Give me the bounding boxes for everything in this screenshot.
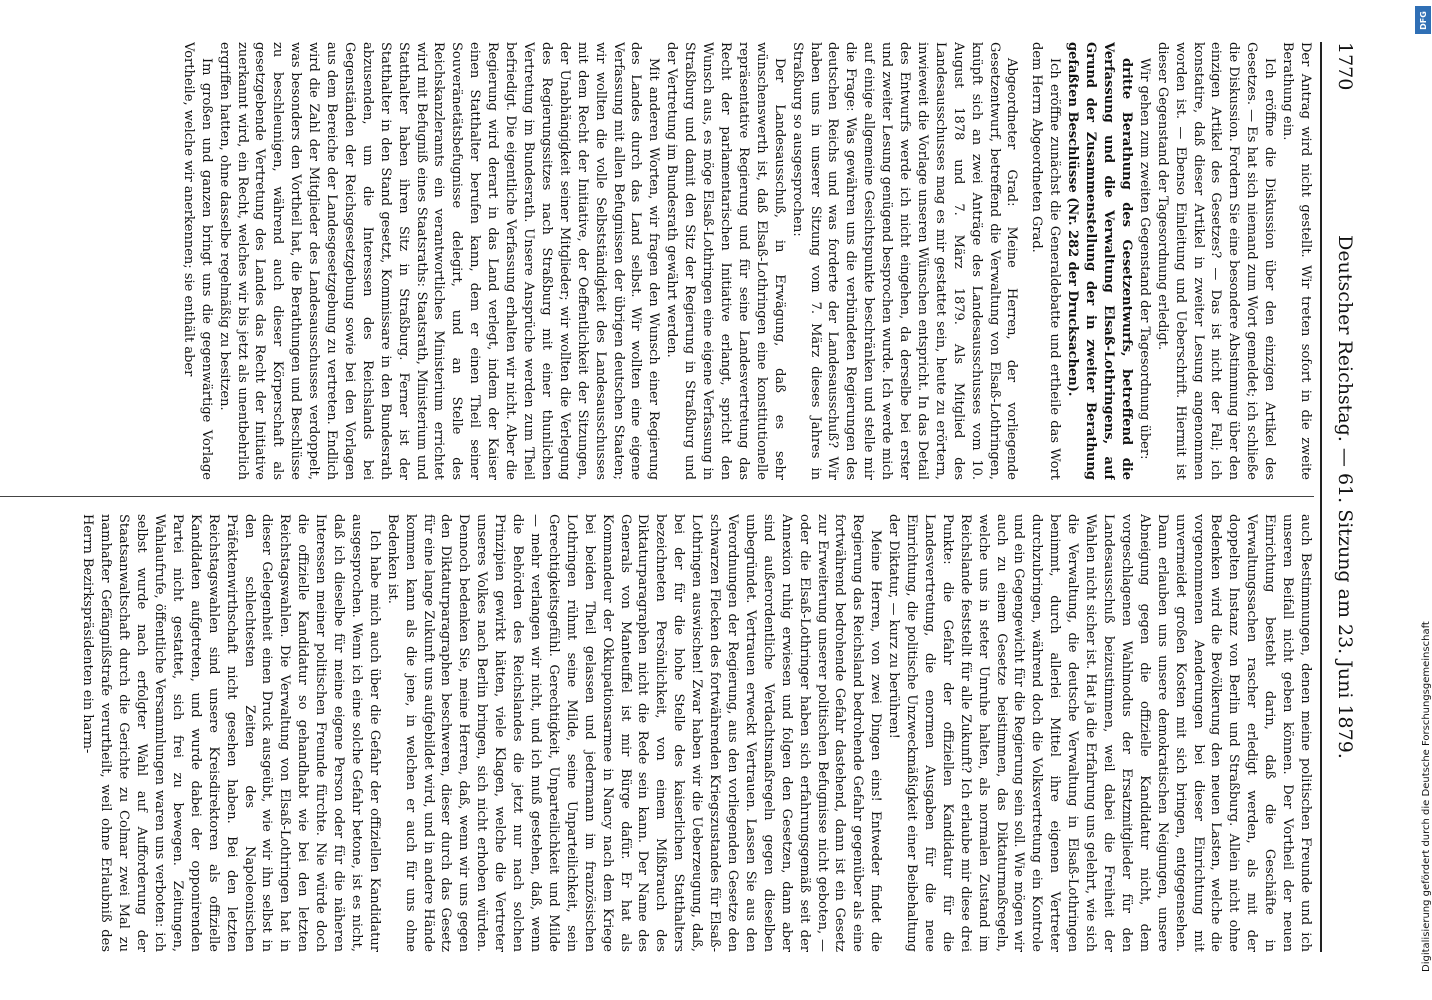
agenda-item-heading: dritte Berathung des Gesetzentwurfs, betreffend die Verfassung und die Verwaltung Elsaß-Lothringens, auf Grund der Zusammenstellung der in zweiter Berathung gefaßten Beschlüsse (Nr. 282 der Drucksachen). <box>1065 42 1134 480</box>
digitization-note-text: Digitalisierung gefördert durch die Deutsche Forschungsgemeinschaft <box>1421 621 1432 972</box>
paragraph: Ich eröffne zunächst die Generaldebatte und ertheile das Wort dem Herrn Abgeordneten Grad. <box>1029 42 1063 480</box>
digitization-note <box>1418 12 1432 1000</box>
document-page <box>0 42 1362 952</box>
page-number: 1770 <box>1334 42 1356 91</box>
right-text-column <box>0 514 1314 952</box>
page-header <box>1318 42 1362 952</box>
column-divider <box>0 496 1314 497</box>
paragraph: Ich habe mich auch über die Gefahr der offiziellen Kandidatur ausgesprochen. Wenn ich eine solche Gefahr betone, ist es nicht, daß ich dieselbe für meine eigene Person oder für die näheren Interessen meiner politischen Freunde fürchte. Nie würde doch die offizielle Kandidatur so gehandhabt wie bei den letzten Reichstagswahlen. Die Verwaltung von Elsaß-Lothringen hat in dieser Gelegenheit einen Druck ausgeübt, wie wir ihn selbst in den schlechtesten Zeiten des Napoleonischen Präfektenwirthschaft nicht gesehen haben. Bei den letzten Reichstagswahlen sind unsere Kreisdirektoren als offizielle Kandidaten aufgetreten, und wurde dabei der opponirenden Partei nicht gestattet, sich frei zu bewegen. Zeitungen, Wahlaufrufe, öffentliche Versammlungen waren uns verboten: ich selbst wurde nach erfolgter Wahl auf Aufforderung der Staatsanwaltschaft durch die Gerichte zu Colmar zwei Mal zu namhafter Gefängnißstrafe verurtheilt, weil ohne Erlaubniß des Herrn Bezirkspräsidenten ein harm- <box>80 514 382 952</box>
paragraph: Ich eröffne die Diskussion über den einzigen Artikel des Gesetzes. — Es hat sich niemand zum Wort gemeldet; ich schließe die Diskussion. Fordern Sie eine besondere Abstimmung über den einzigen Artikel des Gesetzes? — Das ist nicht der Fall; ich konstatire, daß dieser Artikel in zweiter Lesung angenommen worden ist. — Ebenso Einleitung und Ueberschrift. Hiermit ist dieser Gegenstand der Tagesordnung erledigt. <box>1154 42 1278 480</box>
paragraph: Wir gehen zum zweiten Gegenstand der Tagesordnung über: <box>1136 58 1152 460</box>
paragraph: Meine Herren, von zwei Dingen eins! Entweder findet die Regierung das Reichsland bedrohende Gefahr gegenüber als eine fortwährend bedrohende Gefahr dastehend, dann ist ein Gesetz zur Erweiterung unserer politischen Befugnisse nicht geboten, — oder die Elsaß-Lothringer haben sich erfahrungsgemäß seit der Annexion ruhig erwiesen und folgen den Gesetzen, dann aber sind außerordentliche Verdachtsmaßregeln gegen dieselben unbegründet. Vertrauen erweckt Vertrauen. Lassen Sie aus den Verordnungen der Regierung, aus den vorliegenden Gesetze den schwarzen Flecken des fortwährenden Kriegszustandes für Elsaß-Lothringen auswischen! Zwar haben wir die Ueberzeugung, daß, bei der für die hohe Stelle des kaiserlichen Statthalters bezeichneten Persönlichkeit, von einem Mißbrauch des Diktaturparagraphen nicht die Rede sein kann. Der Name des Generals von Manteuffel ist mir Bürge dafür. Er hat als Kommandeur der Okkupationsarmee in Nancy nach dem Kriege bei beiden Theil gelassen und jedermann im französischen Lothringen rühmt seine Milde, seine Unparteilichkeit, sein Gerechtigkeitsgefühl. Gerechtigkeit, Unparteilichkeit und Milde — mehr verlangen wir nicht, und ich muß gestehen, daß, wenn die Behörden des Reichslandes die jetzt nur nach solchen Prinzipien gewirkt hätten, viele Klagen, welche die Vertreter unseres Volkes nach Berlin bringen, sich nicht erhoben würden. Dennoch bedenken Sie, meine Herren, daß, wenn wir uns gegen den Diktaturparagraphen beschweren, dieser durch das Gesetz für eine lange Zukunft uns aufgebildet wird, und in andere Hände kommen kann als die jene, in welchen er auch für uns ohne Bedenken ist. <box>384 514 884 952</box>
header-rule <box>1320 42 1322 952</box>
paragraph: Der Antrag wird nicht gestellt. Wir treten sofort in die zweite Berathung ein. <box>1280 42 1313 480</box>
left-text-column <box>0 42 1314 480</box>
paragraph-spacer <box>1021 42 1028 480</box>
paragraph: Mit anderen Worten, wir fragen den Wunsch einer Regierung des Landes durch das Land selbst. Wir wollten eine eigene Verfassung mit allen Befugnissen der übrigen deutschen Staaten; wir wollten die volle Selbstständigkeit des Landesausschusses mit dem Recht der Initiative, der Oeffentlichkeit der Sitzungen, der Unabhängigkeit seiner Mitglieder; wir wollten die Verlegung des Regierungssitzes nach Straßburg mit einer thunlichen Vertretung im Bundesrath. Unsere Ansprüche werden zum Theil befriedigt. Die eigentliche Verfassung erhalten wir nicht. Aber die Regierung wird derart in das Land verlegt, indem der Kaiser einen Statthalter berufen kann, dem er einen Theil seiner Souveränetätsbefugnisse delegirt, und an Stelle des Reichskanzleramts ein verantwortliches Ministerium errichtet wird mit Befugniß eines Staatsraths: Staatsrath, Ministerium und Statthalter haben ihren Sitz in Straßburg. Ferner ist der Statthalter in den Stand gesetzt, Kommissare in den Bundesrath abzusenden, um die Interessen des Reichslands bei Gegenständen der Reichsgesetzgebung sowie bei den Vorlagen aus dem Bereiche der Landesgesetzgebung zu vertreten. Endlich wird die Zahl der Mitglieder des Landesausschusses verdoppelt, was besonders den Vortheil hat, die Berathungen und Beschlüsse zu beschleunigen, während auch dieser Körperschaft als gesetzgebende Vertretung des Landes das Recht der Initiative zuerkannt wird, ein Recht, welches wir bis jetzt als unentbehrlich ergriffen hatten, ohne dasselbe regelmäßig zu besitzen. <box>216 42 662 480</box>
paragraph: auch Bestimmungen, denen meine politischen Freunde und ich unseren Beifall nicht geben können. Der Vortheil der neuen Einrichtung besteht darin, daß die Geschäfte in Verwaltungssachen rascher erledigt werden, als mit der doppelten Instanz von Berlin und Straßburg. Allein nicht ohne Bedenken wird die Bevölkerung den neuen Lasten, welche die vorgenommenen Aenderungen bei dieser Einrichtung mit unvermeidet großen Kosten mit sich bringen, entgegensehen. Dann erlauben uns unsere demokratischen Neigungen, unsere Abneigung gegen die offizielle Kandidatur nicht, dem vorgeschlagenen Wahlmodus der Ersatzmitglieder für den Landesausschuß beizustimmen, weil dabei die Freiheit der Wahlen nicht sicher ist. Hat ja die Erfahrung uns gelehrt, wie sich die Verwaltung, die deutsche Verwaltung in Elsaß-Lothringen benimmt, durch allerlei Mittel ihre eigenen Vertreter durchzubringen, während doch die Volksvertretung ein Kontrole und ein Gegengewicht für die Regierung sein soll. Wie mögen wir auch zu einem Gesetze beistimmen, das Diktaturmaßregeln, welche uns in steter Unruhe halten, als normalen Zustand im Reichslande feststellt für alle Zukunft? Ich erlaube mir diese drei Punkte: die Gefahr der offiziellen Kandidatur für die Landesvertretung, die enormen Ausgaben für die neue Einrichtung, die politische Unzweckmäßigkeit einer Beibehaltung der Diktatur, — kurz zu berühren! <box>886 514 1313 952</box>
paragraph: Der Landesausschuß, in Erwägung, daß es sehr wünschenswerth ist, daß Elsaß-Lothringen eine konstitutionelle repräsentative Regierung und für seine Landesvertretung das Recht der parlamentarischen Initiative erlangt, spricht den Wunsch aus, es möge Elsaß-Lothringen eine eigene Verfassung in Straßburg und damit den Sitz der Regierung in Straßburg und der Vertretung im Bundesrath gewährt werden. <box>664 42 787 480</box>
dfg-logo: DFG <box>1415 6 1431 34</box>
running-title: Deutscher Reichstag. — 61. Sitzung am 23. Juni 1879. <box>1334 235 1356 759</box>
paragraph: Abgeordneter Grad: Meine Herren, der vorliegende Gesetzentwurf, betreffend die Verwaltung von Elsaß-Lothringen, knüpft sich an zwei Anträge des Landesausschusses vom 10. August 1878 und 7. März 1879. Als Mitglied des Landesausschusses mag es mir gestattet sein, heute zu erörtern, inwieweit die Vorlage unseren Wünschen entspricht. In das Detail des Entwurfs werde ich nicht eingehen, da derselbe bei erster und zweiter Lesung genügend besprochen wurde. Ich werde mich auf einige allgemeine Gesichtspunkte beschränken und stelle mir die Frage: Was gewähren uns die verbündeten Regierungen des deutschen Reichs und was forderte der Landesausschuß? Wir haben uns in unserer Sitzung vom 7. März dieses Jahres in Straßburg so ausgesprochen: <box>789 42 1020 480</box>
paragraph: Im großen und ganzen bringt uns die gegenwärtige Vorlage Vortheile, welche wir anerkennen; sie enthält aber <box>180 42 214 480</box>
